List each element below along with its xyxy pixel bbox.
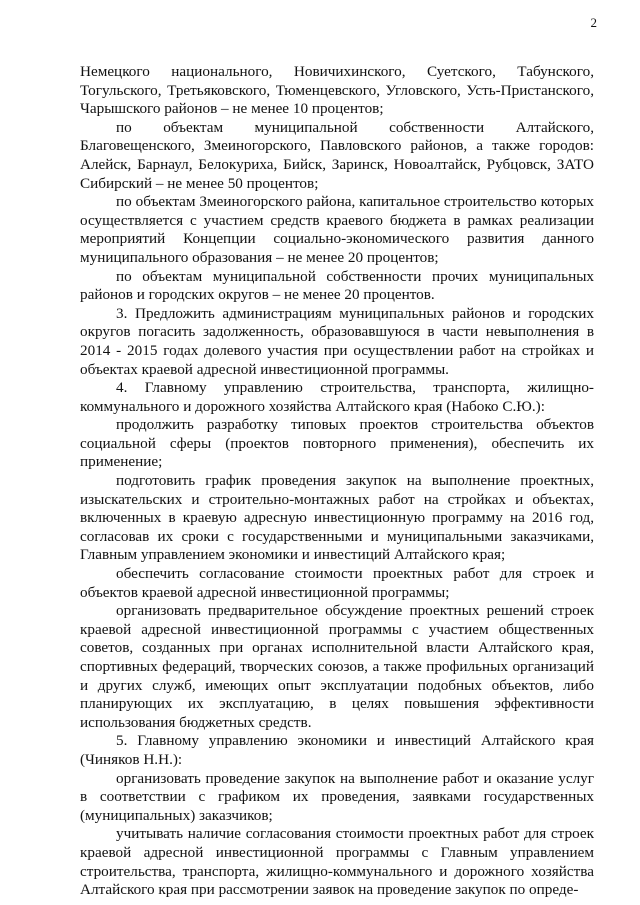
paragraph-organize-procurement: организовать проведение закупок на выполнение работ и оказание услуг в соответствии с графиком их проведения, заявками государственных (муниципальных) заказчиков; (80, 769, 594, 824)
paragraph-item-4-heading: 4. Главному управлению строительства, транспорта, жилищно-коммунального и дорожного хозяйства Алтайского края (Набоко С.Ю.): (80, 379, 594, 415)
paragraph-other-municipal-objects: по объектам муниципальной собственности прочих муниципальных районов и городских округов – не менее 20 процентов. (80, 267, 594, 304)
paragraph-district-list-continued: Немецкого национального, Новичихинского, Суетского, Табунского, Тогульского, Третьяковского, Тюменцевского, Угловского, Усть-Пристанского, Чарышского районов – не менее 10 процентов; (80, 63, 594, 118)
document-body (80, 63, 594, 900)
paragraph-municipal-objects-50-percent: по объектам муниципальной собственности Алтайского, Благовещенского, Змеиногорского, Павловского районов, а также городов: Алейск, Барнаул, Белокуриха, Бийск, Заринск, Новоалтайск, Рубцовск, ЗАТО Сибирский – не менее 50 процентов; (80, 118, 594, 192)
paragraph-cost-approval: обеспечить согласование стоимости проектных работ для строек и объектов краевой адресной инвестиционной программы; (80, 565, 594, 601)
page-number: 2 (590, 15, 597, 30)
paragraph-consider-approval: учитывать наличие согласования стоимости проектных работ для строек краевой адресной инвестиционной программы с Главным управлением строительства, транспорта, жилищно-коммунального и дорожного хозяйства Алтайского края при рассмотрении заявок на проведение закупок по опреде- (80, 825, 594, 899)
paragraph-item-3: 3. Предложить администрациям муниципальных районов и городских округов погасить задолженность, образовавшуюся в части невыполнения в 2014 - 2015 годах долевого участия при осуществлении работ на стройках и объектах краевой адресной инвестиционной программы. (80, 304, 594, 378)
paragraph-public-discussion: организовать предварительное обсуждение проектных решений строек краевой адресной инвестиционной программы с участием общественных советов, созданных при органах исполнительной власти Алтайского края, спортивных федераций, творческих союзов, а также профильных организаций и других служб, имеющих опыт эксплуатации подобных объектов, либо планирующих их эксплуатацию, в целях повышения эффективности использования бюджетных средств. (80, 602, 594, 731)
paragraph-procurement-schedule: подготовить график проведения закупок на выполнение проектных, изыскательских и строительно-монтажных работ на стройках и объектах, включенных в краевую адресную инвестиционную программу на 2016 год, согласовав их сроки с государственными и муниципальными заказчиками, Главным управлением экономики и инвестиций Алтайского края; (80, 472, 594, 564)
paragraph-item-5-heading: 5. Главному управлению экономики и инвестиций Алтайского края (Чиняков Н.Н.): (80, 732, 594, 768)
paragraph-zmeinogorsk-objects: по объектам Змеиногорского района, капитальное строительство которых осуществляется с участием средств краевого бюджета в рамках реализации мероприятий Концепции социально-экономического развития данного муниципального образования – не менее 20 процентов; (80, 193, 594, 266)
paragraph-typical-projects: продолжить разработку типовых проектов строительства объектов социальной сферы (проектов повторного применения), обеспечить их применение; (80, 416, 594, 471)
